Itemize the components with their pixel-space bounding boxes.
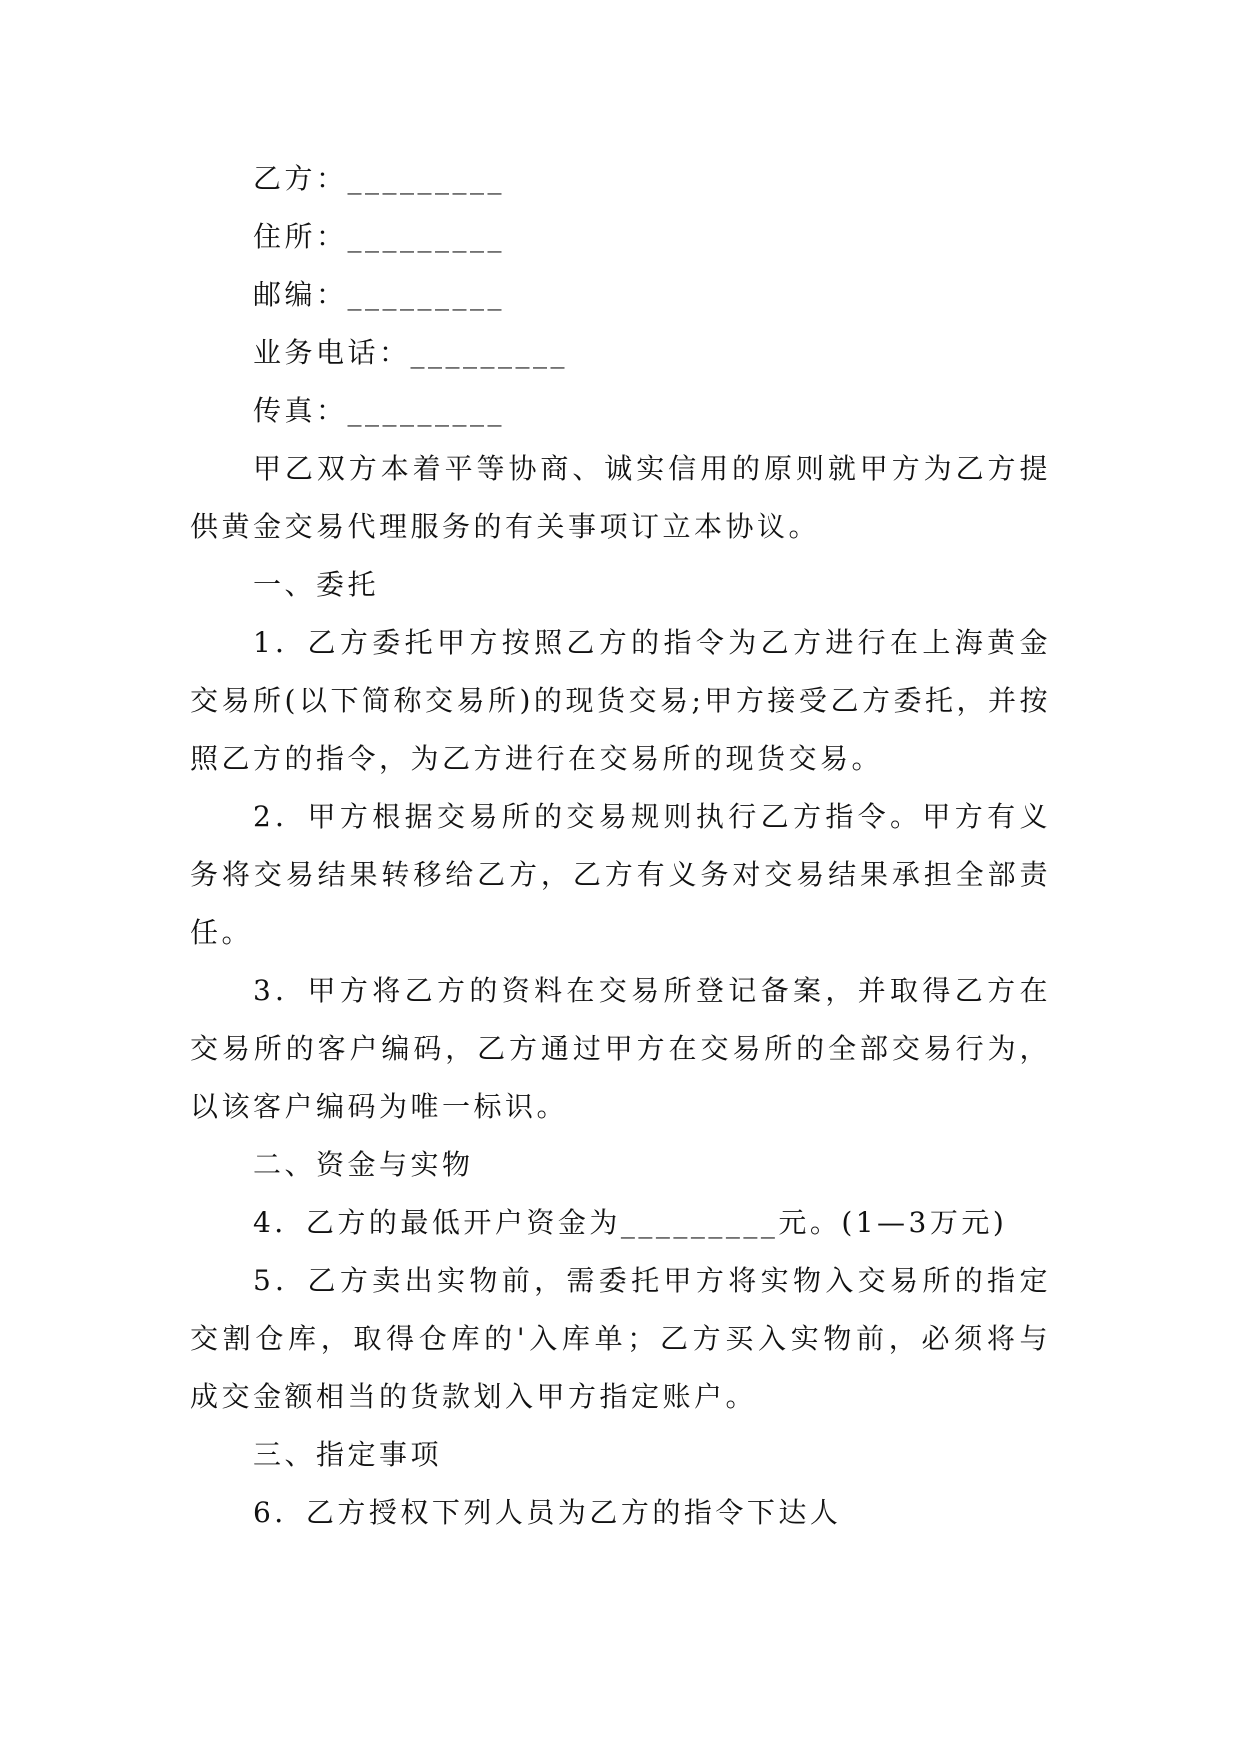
address-field: 住所：_________ [253, 220, 506, 253]
section-heading-funds-and-goods: 二、资金与实物 [253, 1148, 474, 1181]
clause-2: 2．甲方根据交易所的交易规则执行乙方指令。甲方有义务将交易结果转移给乙方，乙方有义务对交易结果承担全部责任。 [190, 800, 1051, 949]
business-phone-field: 业务电话：_________ [253, 336, 569, 369]
clause-5: 5．乙方卖出实物前，需委托甲方将实物入交易所的指定交割仓库，取得仓库的'入库单；乙方买入实物前，必须将与成交金额相当的货款划入甲方指定账户。 [190, 1264, 1051, 1413]
party-b-field: 乙方：_________ [253, 162, 506, 195]
section-heading-designated-matters: 三、指定事项 [253, 1438, 443, 1471]
postcode-field: 邮编：_________ [253, 278, 506, 311]
clause-3: 3．甲方将乙方的资料在交易所登记备案，并取得乙方在交易所的客户编码，乙方通过甲方在交易所的全部交易行为，以该客户编码为唯一标识。 [190, 974, 1051, 1123]
section-heading-entrustment: 一、委托 [253, 568, 380, 601]
preamble-paragraph: 甲乙双方本着平等协商、诚实信用的原则就甲方为乙方提供黄金交易代理服务的有关事项订立本协议。 [190, 452, 1051, 543]
fax-field: 传真：_________ [253, 394, 506, 427]
clause-4: 4．乙方的最低开户资金为_________元。(1—3万元) [253, 1206, 1008, 1239]
clause-1: 1．乙方委托甲方按照乙方的指令为乙方进行在上海黄金交易所(以下简称交易所)的现货交易;甲方接受乙方委托，并按照乙方的指令，为乙方进行在交易所的现货交易。 [190, 626, 1051, 775]
clause-6: 6．乙方授权下列人员为乙方的指令下达人 [253, 1496, 842, 1529]
